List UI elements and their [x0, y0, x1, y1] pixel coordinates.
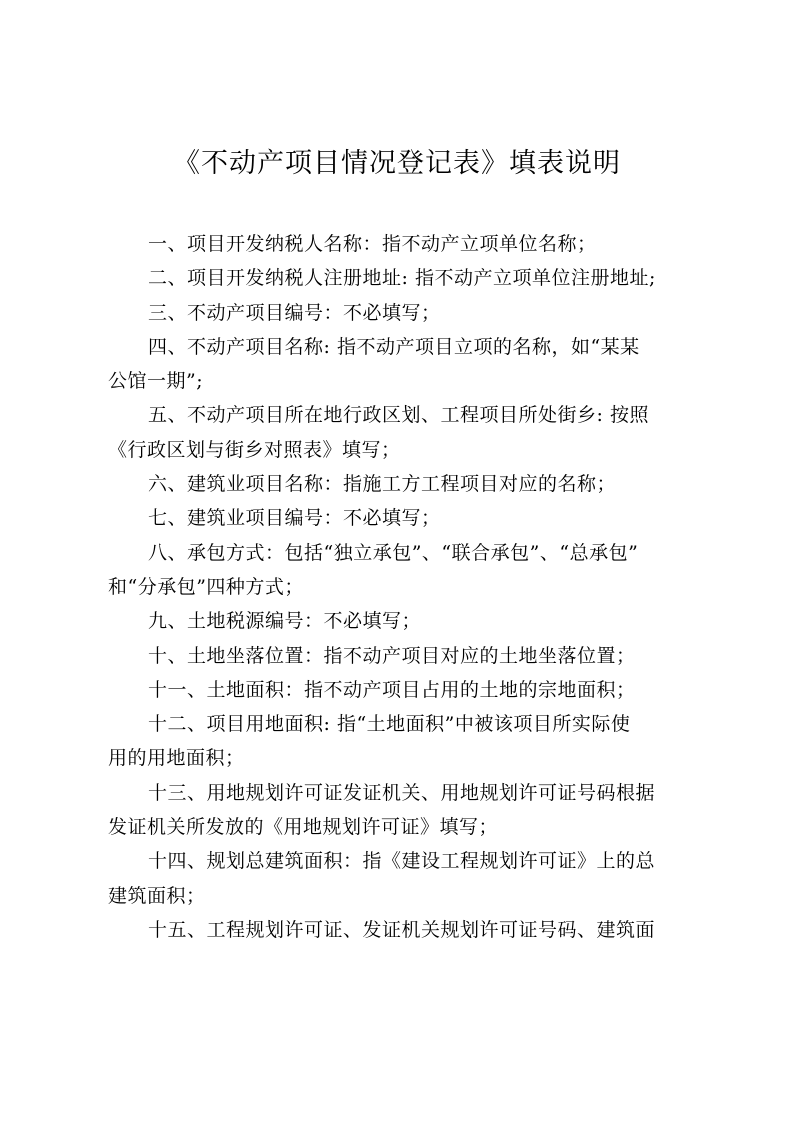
text-line-19: 十四、规划总建筑面积：指《建设工程规划许可证》上的总: [148, 850, 656, 873]
text-line-08: 六、建筑业项目名称：指施工方工程项目对应的名称；: [148, 473, 617, 496]
text-line-01: 一、项目开发纳税人名称：指不动产立项单位名称；: [148, 233, 597, 255]
text-line-11: 和“分承包”四种方式；: [108, 575, 304, 598]
text-line-17: 十三、用地规划许可证发证机关、用地规划许可证号码根据: [148, 781, 656, 804]
text-line-05: 公馆一期”;: [108, 370, 204, 393]
text-line-14: 十一、土地面积：指不动产项目占用的土地的宗地面积；: [148, 678, 636, 701]
text-line-21: 十五、工程规划许可证、发证机关规划许可证号码、建筑面: [148, 918, 656, 941]
text-line-06: 五、不动产项目所在地行政区划、工程项目所处街乡: 按照: [148, 404, 649, 427]
text-line-16: 用的用地面积；: [108, 747, 245, 770]
text-line-20: 建筑面积；: [108, 884, 206, 907]
document-body: [108, 227, 688, 947]
text-line-04: 四、不动产项目名称: 指不动产项目立项的名称，如“某某: [148, 335, 640, 358]
text-line-18: 发证机关所发放的《用地规划许可证》填写；: [108, 816, 499, 839]
text-line-02: 二、项目开发纳税人注册地址: 指不动产立项单位注册地址;: [148, 267, 656, 290]
text-line-15: 十二、项目用地面积: 指“土地面积”中被该项目所实际使: [148, 713, 631, 736]
document-title: 《不动产项目情况登记表》填表说明: [173, 148, 621, 179]
text-line-12: 九、土地税源编号：不必填写；: [148, 610, 422, 633]
text-line-13: 十、土地坐落位置：指不动产项目对应的土地坐落位置；: [148, 644, 636, 667]
text-line-03: 三、不动产项目编号：不必填写；: [148, 301, 441, 324]
text-line-07: 《行政区划与街乡对照表》填写；: [108, 438, 401, 461]
text-line-10: 八、承包方式：包括“独立承包”、“联合承包”、“总承包”: [148, 541, 639, 564]
text-line-09: 七、建筑业项目编号：不必填写；: [148, 507, 441, 530]
